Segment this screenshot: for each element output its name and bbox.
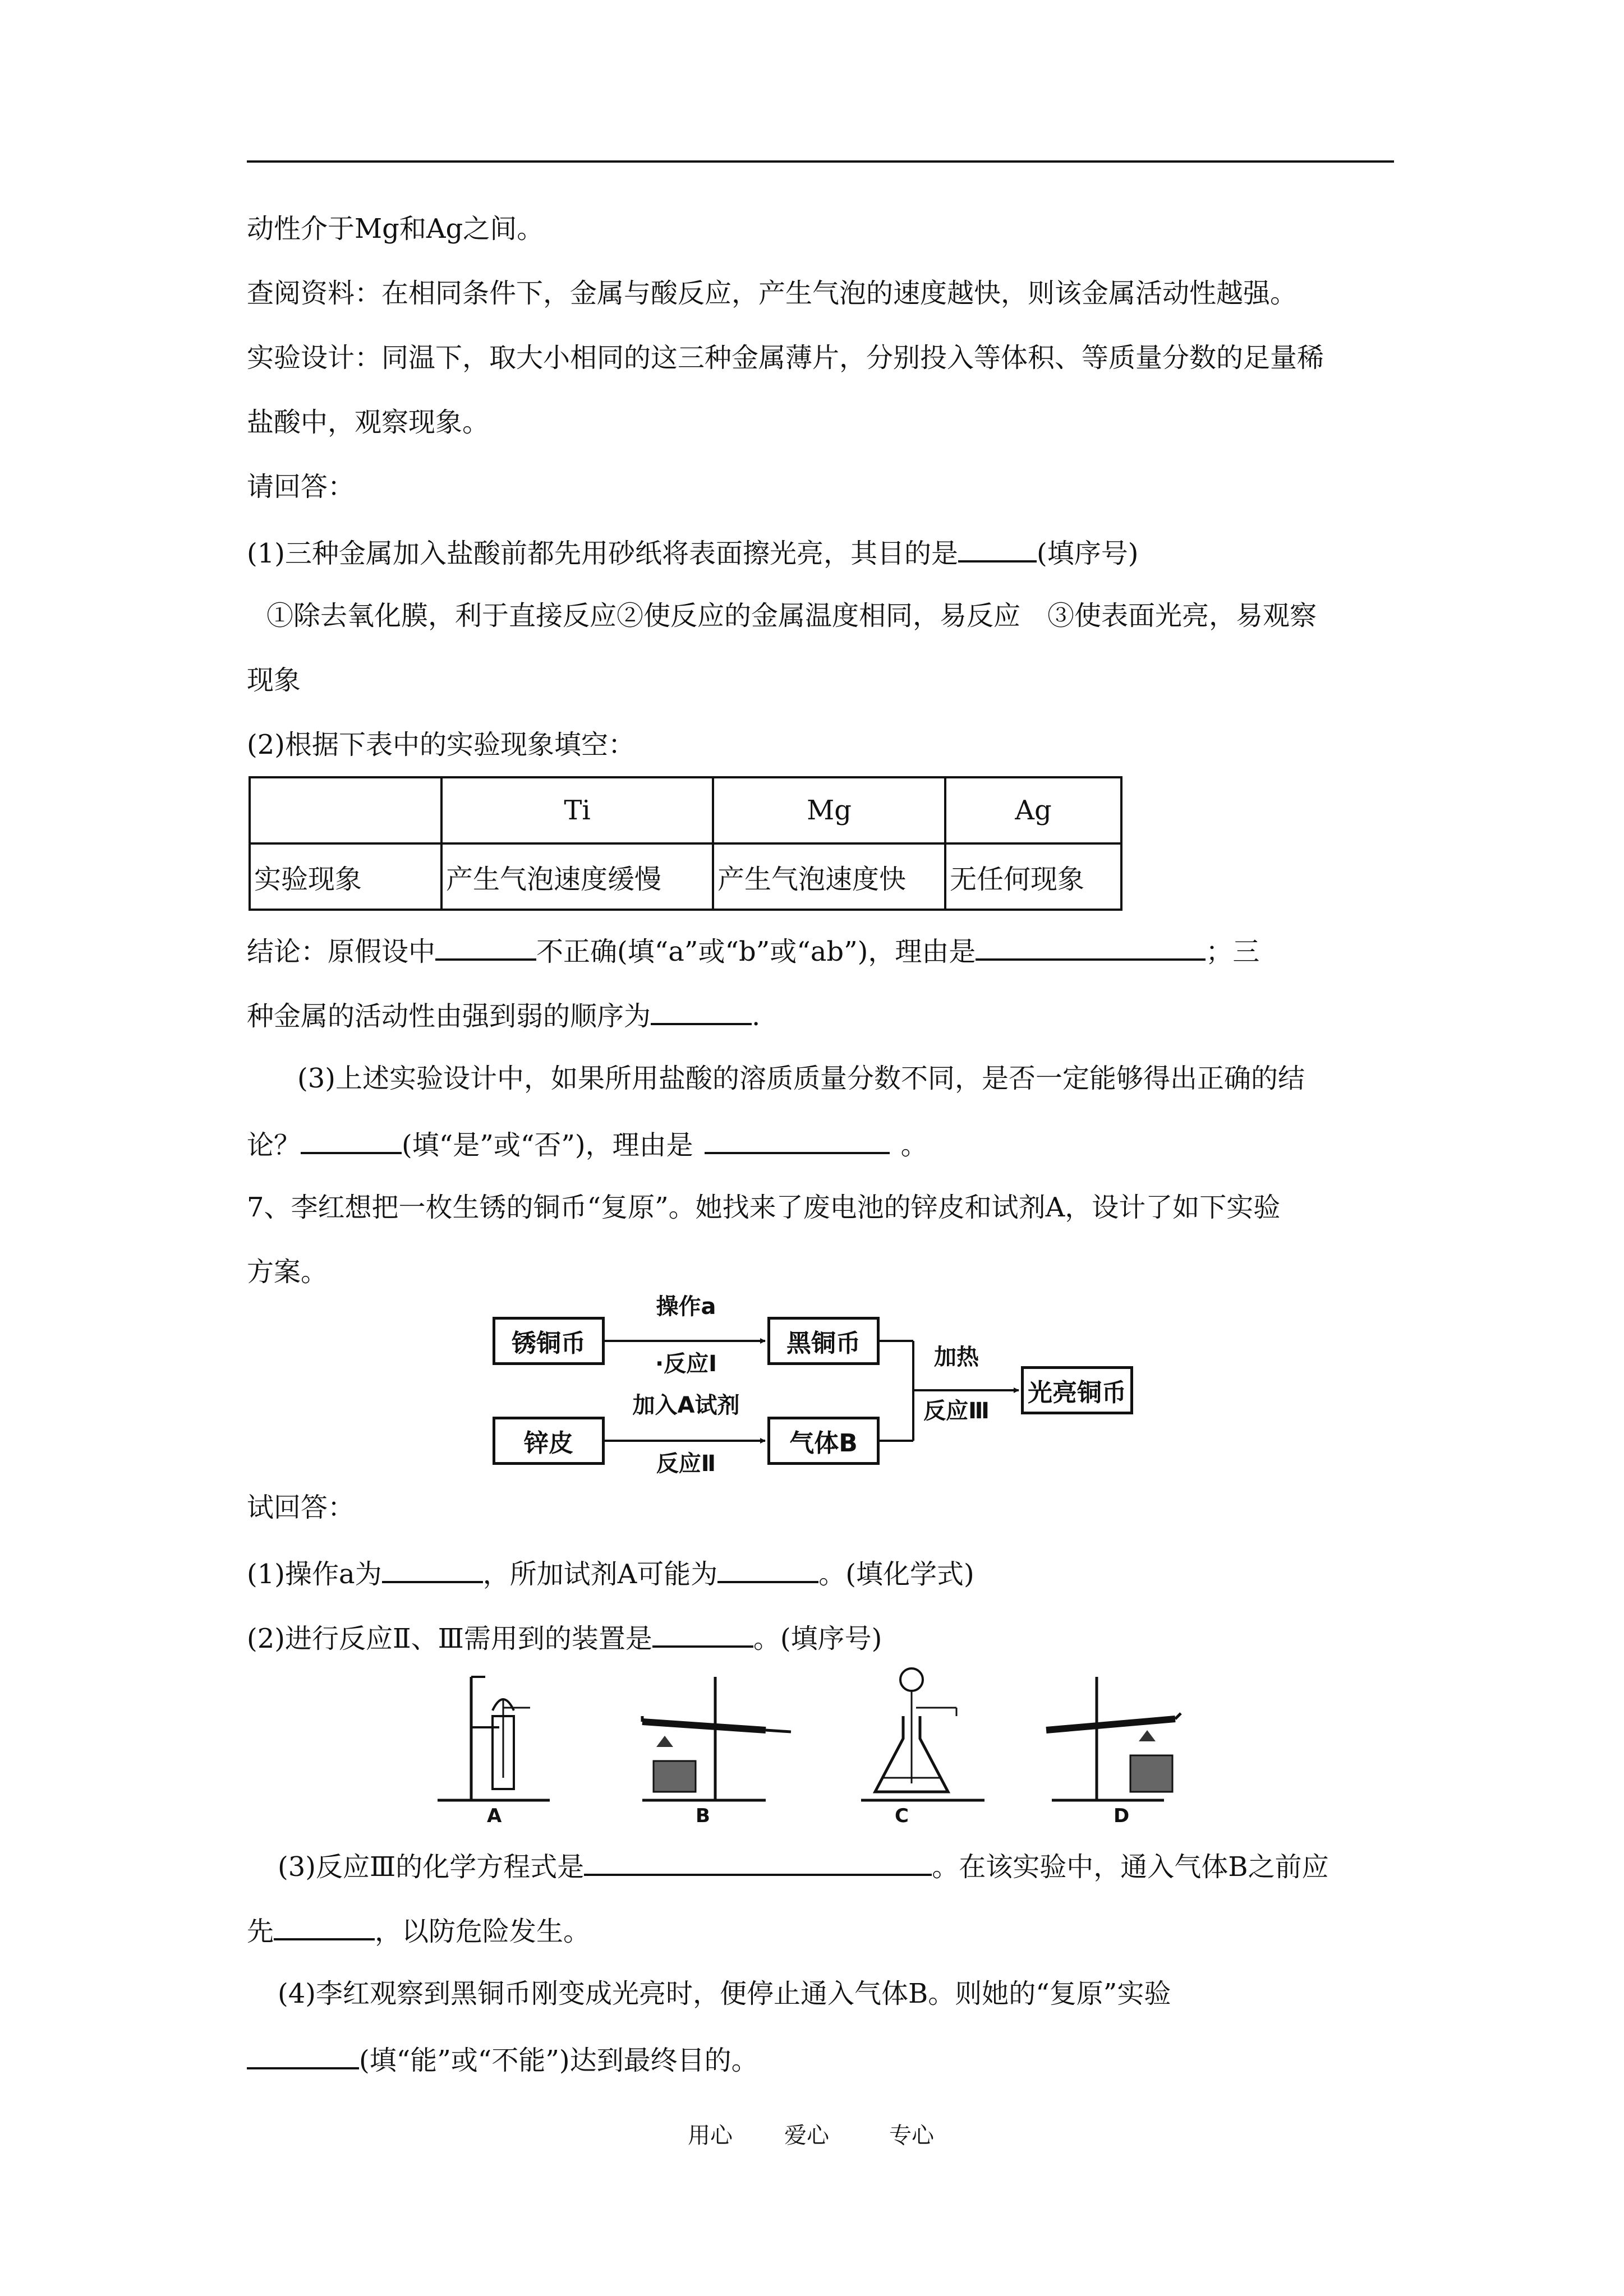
table-header: Ti (441, 777, 713, 843)
bright-coin-box: 光亮铜币 (1021, 1366, 1133, 1414)
sub-question-2: (2)进行反应Ⅱ、Ⅲ需用到的装置是 。(填序号) (247, 1620, 882, 1656)
flow-arrows (493, 1294, 1143, 1479)
arrow1-label-top: 操作a (656, 1294, 716, 1320)
question-3: (3)上述实验设计中，如果所用盐酸的溶质质量分数不同，是否一定能够得出正确的结 (297, 1063, 1305, 1094)
apparatus-label: B (696, 1805, 710, 1827)
sub-question-4: (4)李红观察到黑铜币刚变成光亮时，便停止通入气体B。则她的“复原”实验 (278, 1978, 1171, 2009)
apparatus-a (432, 1666, 555, 1806)
answer-blank[interactable] (584, 1848, 932, 1876)
footer-text: 爱心 (784, 2123, 829, 2149)
text-line: 查阅资料：在相同条件下，金属与酸反应，产生气泡的速度越快，则该金属活动性越强。 (247, 278, 1298, 309)
apparatus-label: D (1114, 1805, 1130, 1827)
text-line: 请回答： (247, 471, 355, 502)
text-line: 盐酸中，观察现象。 (247, 407, 490, 438)
table-header: Mg (713, 777, 945, 843)
table-cell: 无任何现象 (945, 843, 1121, 910)
answer-blank[interactable] (247, 2041, 359, 2069)
gas-b-box: 气体B (767, 1417, 880, 1465)
answer-blank[interactable] (717, 1555, 818, 1583)
problem-7: 7、李红想把一枚生锈的铜币“复原”。她找来了废电池的锌皮和试剂A，设计了如下实验 (247, 1192, 1281, 1223)
apparatus-d (1041, 1666, 1209, 1806)
sub-question-3-cont: 先 ，以防危险发生。 (247, 1912, 590, 1948)
arrow1-label-bottom: ·反应Ⅰ (655, 1351, 717, 1377)
answer-blank[interactable] (274, 1912, 375, 1940)
text-line: 试回答： (247, 1492, 355, 1523)
sub-question-4-cont: (填“能”或“不能”)达到最终目的。 (247, 2041, 758, 2077)
table-cell: 实验现象 (250, 843, 441, 910)
footer-text: 专心 (889, 2123, 934, 2149)
footer-text: 用心 (688, 2123, 733, 2149)
sub-question-1: (1)操作a为 ，所加试剂A可能为 。(填化学式) (247, 1555, 974, 1591)
text-line: 实验设计：同温下，取大小相同的这三种金属薄片，分别投入等体积、等质量分数的足量稀 (247, 342, 1324, 374)
answer-blank[interactable] (651, 997, 752, 1025)
answer-blank[interactable] (705, 1126, 890, 1154)
black-coin-box: 黑铜币 (767, 1317, 880, 1365)
text-line: 方案。 (247, 1256, 328, 1288)
apparatus-c (855, 1666, 996, 1806)
text-line: 动性介于Mg和Ag之间。 (247, 213, 544, 245)
arrow3-label-bottom: 反应Ⅲ (923, 1398, 990, 1424)
apparatus-label: A (487, 1805, 502, 1827)
sub-question-3: (3)反应Ⅲ的化学方程式是 。在该实验中，通入气体B之前应 (278, 1848, 1329, 1884)
arrow3-label-top: 加热 (934, 1344, 979, 1370)
table-cell: 产生气泡速度缓慢 (441, 843, 713, 910)
conclusion-line-2: 种金属的活动性由强到弱的顺序为 . (247, 997, 760, 1033)
table-cell: 产生气泡速度快 (713, 843, 945, 910)
apparatus-label: C (895, 1805, 909, 1827)
answer-blank[interactable] (382, 1555, 483, 1583)
question-3-cont: 论？ (填“是”或“否”)，理由是 。 (247, 1126, 928, 1162)
table-row (250, 843, 1121, 910)
table-header: Ag (945, 777, 1121, 843)
answer-blank[interactable] (958, 534, 1037, 563)
observation-table (249, 776, 1122, 911)
question-1: (1)三种金属加入盐酸前都先用砂纸将表面擦光亮，其目的是 (填序号) (247, 534, 1138, 570)
answer-blank[interactable] (976, 933, 1206, 961)
answer-blank[interactable] (435, 933, 536, 961)
answer-blank[interactable] (301, 1126, 402, 1154)
arrow2-label-top: 加入A试剂 (632, 1393, 740, 1418)
header-rule (247, 160, 1394, 163)
table-cell (250, 777, 441, 843)
text-line: 现象 (247, 665, 301, 696)
answer-blank[interactable] (652, 1620, 753, 1648)
table-header-row (250, 777, 1121, 843)
apparatus-b (631, 1666, 794, 1806)
question-1-options: ①除去氧化膜，利于直接反应②使反应的金属温度相同，易反应 ③使表面光亮，易观察 (266, 600, 1317, 631)
conclusion-line: 结论：原假设中 不正确(填“a”或“b”或“ab”)，理由是 ；三 (247, 933, 1259, 969)
rusty-coin-box: 锈铜币 (493, 1317, 605, 1365)
question-2: (2)根据下表中的实验现象填空： (247, 729, 635, 760)
arrow2-label-bottom: 反应Ⅱ (656, 1451, 716, 1477)
zinc-box: 锌皮 (493, 1417, 605, 1465)
